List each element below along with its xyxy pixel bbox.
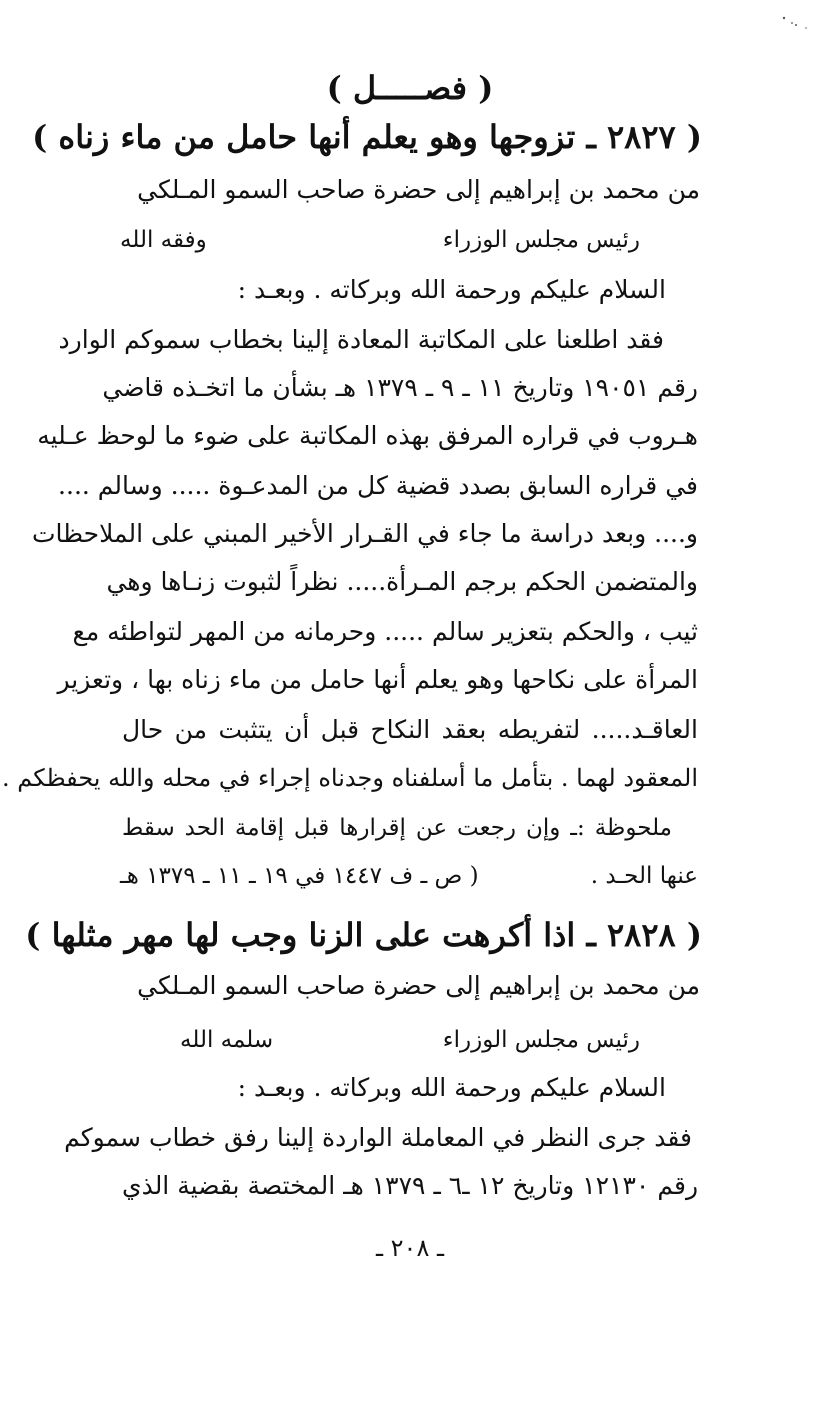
article-2827-body-line: ثيب ، والحكم بتعزير سالم ..... وحرمانه من المهر لتواطئه مع: [72, 617, 698, 646]
article-2827-body-line: هـروب في قراره المرفق بهذه المكاتبة على ضوء ما لوحظ عـليه: [37, 421, 698, 450]
article-2827-body-line: العاقـد..... لتفريطه بعقد النكاح قبل أن يتثبت من حال: [122, 715, 698, 744]
section-label: ( فصـــــل ): [326, 69, 494, 107]
article-2827-body-line: المعقود لهما . بتأمل ما أسلفناه وجدناه إجراء في محله والله يحفظكم .: [2, 764, 698, 792]
article-2828-body-line: فقد جرى النظر في المعاملة الواردة إلينا رفق خطاب سموكم: [64, 1123, 692, 1152]
article-2827-recipient: [120, 218, 700, 266]
article-2828-recipient: [120, 1018, 700, 1066]
article-2827-note: ملحوظة :ـ وإن رجعت عن إقرارها قبل إقامة الحد سقط: [122, 815, 672, 841]
article-2828-body-line: رقم ١٢١٣٠ وتاريخ ١٢ ـ٦ ـ ١٣٧٩ هـ المختصة بقضية الذي: [122, 1171, 699, 1200]
article-2827-body-line: المرأة على نكاحها وهو يعلم أنها حامل من ماء زناه بها ، وتعزير: [57, 665, 698, 694]
article-2827-recipient-title: رئيس مجلس الوزراء: [442, 227, 640, 253]
article-2827-body-line: فقد اطلعنا على المكاتبة المعادة إلينا بخطاب سموكم الوارد: [58, 325, 664, 354]
article-2827-note-footer: [120, 854, 698, 902]
article-2828-greeting: السلام عليكم ورحمة الله وبركاته . وبعـد :: [237, 1073, 666, 1102]
article-2828-recipient-title: رئيس مجلس الوزراء: [442, 1027, 640, 1053]
article-2827-body-line: و.... وبعد دراسة ما جاء في القـرار الأخير المبني على الملاحظات: [31, 519, 698, 548]
article-2827-greeting: السلام عليكم ورحمة الله وبركاته . وبعـد :: [237, 275, 666, 304]
article-2827-heading: ( ٢٨٢٧ ـ تزوجها وهو يعلم أنها حامل من ماء زناه ): [32, 118, 702, 156]
article-2827-body-line: والمتضمن الحكم برجم المـرأة..... نظراً لثبوت زنـاها وهي: [106, 567, 698, 596]
article-2827-body-line: في قراره السابق بصدد قضية كل من المدعـوة ..... وسالم ....: [58, 471, 698, 500]
margin-speck-mark: [776, 14, 816, 34]
article-2827-note-end: عنها الحـد .: [590, 863, 698, 889]
article-2827-body-line: رقم ١٩٠٥١ وتاريخ ١١ ـ ٩ ـ ١٣٧٩ هـ بشأن ما اتخـذه قاضي: [102, 373, 698, 402]
article-2828-heading: ( ٢٨٢٨ ـ اذا أكرهت على الزنا وجب لها مهر مثلها ): [25, 916, 702, 954]
page-number: ـ ٢٠٨ ـ: [375, 1234, 444, 1262]
article-2828-from-line: من محمد بن إبراهيم إلى حضرة صاحب السمو المـلكي: [137, 971, 700, 1000]
article-2827-recipient-prayer: وفقه الله: [120, 227, 207, 253]
article-2827-reference: ( ص ـ ف ١٤٤٧ في ١٩ ـ ١١ ـ ١٣٧٩ هـ: [120, 863, 479, 889]
article-2827-from-line: من محمد بن إبراهيم إلى حضرة صاحب السمو المـلكي: [137, 175, 700, 204]
article-2828-recipient-prayer: سلمه الله: [180, 1027, 274, 1053]
